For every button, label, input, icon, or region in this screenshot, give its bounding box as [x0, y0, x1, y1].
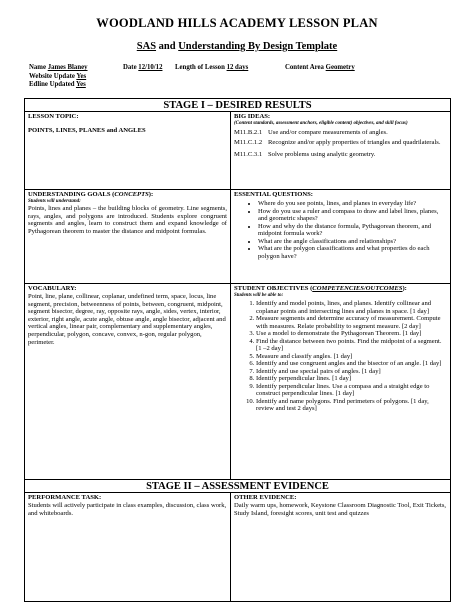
- meta-website-value: Yes: [76, 72, 87, 80]
- list-item: 5. Measure and classify angles. [1 day]: [256, 353, 447, 361]
- big-idea-item: [234, 139, 447, 147]
- subtitle-and: and: [156, 41, 179, 52]
- meta-edline: [29, 81, 88, 90]
- list-item: 3. Use a model to demonstrate the Pythagorean Theorem. [1 day]: [256, 330, 447, 338]
- big-idea-code: M11.C.1.2: [234, 138, 263, 146]
- big-idea-text: Solve problems using analytic geometry.: [268, 151, 376, 159]
- meta-name: [29, 64, 88, 73]
- big-idea-text: Recognize and/or apply properties of triangles and quadrilaterals.: [268, 138, 441, 146]
- list-item: 2. Measure segments and determine accuracy of measurement. Compute with measures. Relate probability to segment measure. [2 day]: [256, 315, 447, 330]
- objectives-label-em: COMPETENCIES/OUTCOMES: [312, 285, 403, 292]
- big-idea-item: [234, 151, 447, 159]
- lesson-plan-table: [24, 98, 451, 602]
- big-ideas-cell: [231, 112, 450, 189]
- lesson-topic-label: LESSON TOPIC:: [28, 113, 79, 120]
- meta-length: [175, 64, 248, 73]
- big-idea-code: M11.C.3.1: [234, 151, 263, 159]
- big-idea-text: Use and/or compare measurements of angles.: [268, 129, 388, 136]
- meta-website-label: Website Update: [29, 72, 77, 80]
- lesson-topic-cell: [25, 112, 231, 189]
- row-understanding-questions: [25, 190, 450, 284]
- vocabulary-cell: [25, 284, 231, 479]
- meta-website: [29, 73, 88, 82]
- meta-date: [123, 64, 162, 73]
- essential-questions-cell: [231, 190, 450, 283]
- list-item: 6. Identify and use congruent angles and the bisector of an angle. [1 day]: [256, 360, 447, 368]
- big-ideas-label: BIG IDEAS:: [234, 113, 271, 120]
- other-evidence-text: Daily warm ups, homework, Keystone Classroom Diagnostic Tool, Exit Tickets, Study Island, foresight scores, unit test and quizzes: [234, 502, 447, 517]
- vocabulary-text: Point, line, plane, collinear, coplanar, undefined term, space, locus, line segment, precision, betweenness of points, between, congruent, midpoint, segment bisector, degree, ray, opposite rays, angle, sides, vertex, interior, exterior, right angle, acute angle, obtuse angle, angle bisector, adjacent and vertical angles, linear pair, complementary and supplementary angles, perpendicular, polygon, concave, convex, n-gon, regular polygon, perimeter.: [28, 293, 226, 346]
- list-item: 7. Identify and use special pairs of angles. [1 day]: [256, 368, 447, 376]
- list-item: 8. Identify perpendicular lines. [1 day]: [256, 375, 447, 383]
- list-item: • Where do you see points, lines, and planes in everyday life?: [258, 200, 447, 208]
- understanding-note: Students will understand:: [28, 199, 81, 204]
- subtitle-ubd: Understanding By Design Template: [178, 41, 338, 52]
- understanding-label-start: UNDERSTANDING GOALS (: [28, 191, 115, 198]
- meta-date-label: Date: [123, 64, 139, 71]
- student-objectives-cell: [231, 284, 450, 479]
- page-title: WOODLAND HILLS ACADEMY LESSON PLAN: [96, 16, 378, 30]
- stage2-heading: STAGE II – ASSESSMENT EVIDENCE: [25, 480, 450, 493]
- understanding-text: Points, lines and planes – the building blocks of geometry. Line segments, rays, angles, and polygons are introduced. Students explore congruent segments and angles, learn to construct them and expand knowledge of Pythagorean theorem to master the distance and midpoint formulas.: [28, 205, 227, 235]
- performance-task-text: Students will actively participate in class examples, discussion, class work, and whiteboards.: [28, 502, 227, 517]
- lesson-topic-value: POINTS, LINES, PLANES and ANGLES: [28, 127, 146, 134]
- stage1-heading: STAGE I – DESIRED RESULTS: [25, 99, 450, 112]
- student-objectives-list: [234, 300, 447, 413]
- performance-task-label: PERFORMANCE TASK:: [28, 494, 102, 501]
- understanding-label-em: CONCEPTS: [114, 191, 149, 198]
- understanding-goals-label: [28, 191, 227, 199]
- meta-name-label: Name: [29, 64, 48, 71]
- meta-edline-label: Edline Updated: [29, 81, 76, 89]
- big-idea-item: [234, 129, 447, 137]
- list-item: • What are the angle classifications and relationships?: [258, 238, 447, 246]
- list-item: 4. Find the distance between two points. Find the midpoint of a segment. [1 –2 day]: [256, 338, 447, 353]
- meta-edline-value: Yes: [75, 81, 86, 89]
- meta-content-label: Content Area: [285, 64, 326, 71]
- understanding-label-end: ):: [148, 191, 154, 198]
- row-topic-bigideas: [25, 112, 450, 190]
- big-idea-code: M11.B.2.1: [234, 129, 263, 136]
- meta-date-value: 12/10/12: [138, 64, 163, 71]
- list-item: • How and why do the distance formula, Pythagorean theorem, and midpoint formula work?: [258, 223, 447, 238]
- list-item: • How do you use a ruler and compass to draw and label lines, planes, and geometric shapes?: [258, 208, 447, 223]
- essential-questions-list: [234, 200, 447, 260]
- essential-questions-label: ESSENTIAL QUESTIONS:: [234, 191, 313, 198]
- performance-task-cell: [25, 493, 231, 601]
- meta-length-label: Length of Lesson: [175, 64, 227, 71]
- meta-length-value: 12 days: [226, 64, 249, 71]
- objectives-label-end: ):: [402, 285, 407, 292]
- list-item: • What are the polygon classifications and what properties do each polygon have?: [258, 245, 447, 260]
- meta-left: [29, 64, 88, 90]
- other-evidence-label: OTHER EVIDENCE:: [234, 494, 297, 501]
- other-evidence-cell: [231, 493, 450, 601]
- objectives-note: Students will be able to:: [234, 293, 284, 298]
- meta-content: [285, 64, 355, 73]
- list-item: 9. Identify perpendicular lines. Use a compass and a straight edge to construct perpendicular lines. [1 day]: [256, 383, 447, 398]
- vocabulary-label: VOCABULARY:: [28, 285, 77, 292]
- big-ideas-note: (Content standards, assessment anchors, eligible content) objectives, and skill focus): [234, 121, 408, 126]
- list-item: 1. Identify and model points, lines, and planes. Identify collinear and coplanar points and intersecting lines and planes in space. [1 day]: [256, 300, 447, 315]
- page-subtitle: [0, 41, 474, 52]
- row-assessment: [25, 493, 450, 601]
- list-item: 10. Identify and name polygons. Find perimeters of polygons. [1 day, review and test 2 days]: [256, 398, 447, 413]
- understanding-goals-cell: [25, 190, 231, 283]
- student-objectives-label: [234, 285, 447, 293]
- row-vocab-objectives: [25, 284, 450, 480]
- meta-content-value: Geometry: [325, 64, 355, 71]
- objectives-label-start: STUDENT OBJECTIVES (: [234, 285, 313, 292]
- meta-name-value: James Blaney: [47, 64, 88, 71]
- subtitle-sas: SAS: [136, 41, 157, 52]
